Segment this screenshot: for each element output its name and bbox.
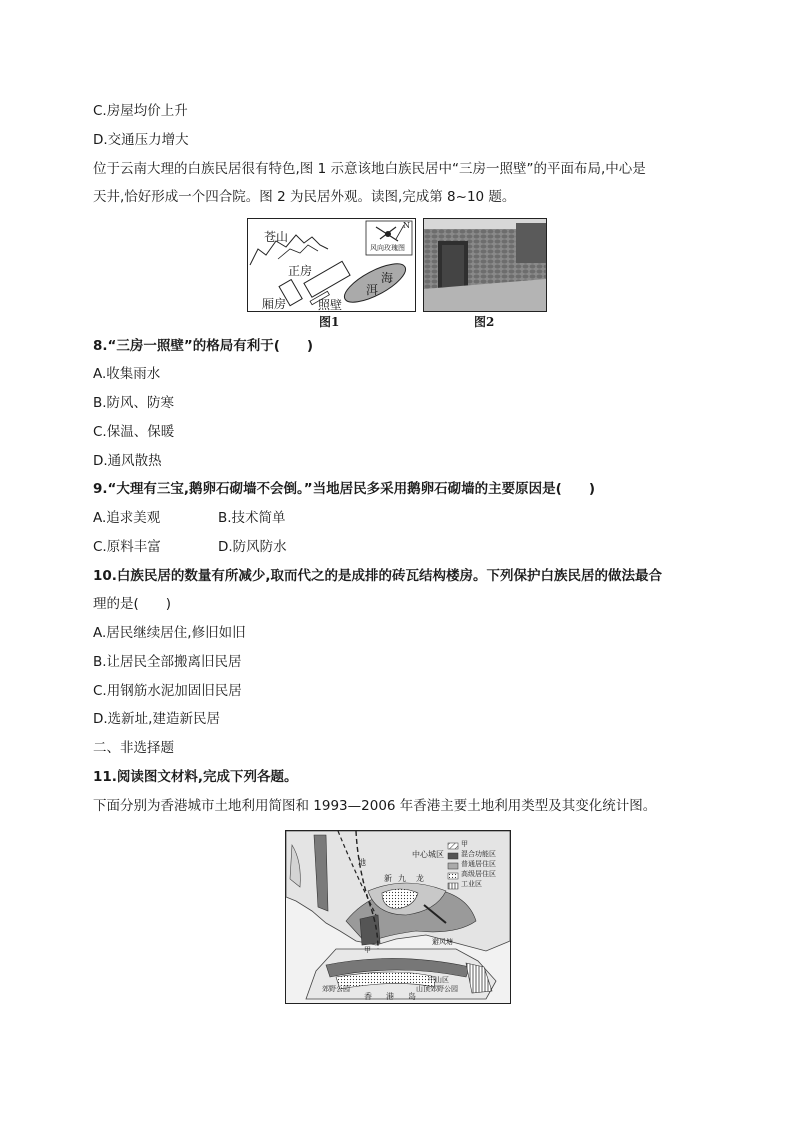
legend-mixed: 混合功能区 [461,850,496,858]
label-hk-island-3: 岛 [408,992,416,1001]
section-heading: 二、非选择题 [93,740,174,756]
figure-1-caption: 图1 [319,315,340,329]
label-er: 洱 [366,283,379,297]
label-typhoon-shelter: 避风塘 [432,938,453,946]
legend-upscale: 高级居住区 [461,870,496,878]
q10-option-d: D.选新址,建造新民居 [93,711,220,727]
label-hai: 海 [381,271,394,285]
q9-option-c: C.原料丰富 [93,539,161,555]
question-10-line-1: 10.白族民居的数量有所减少,取而代之的是成排的砖瓦结构楼房。下列保护白族民居的做法最合 [93,568,663,584]
q10-option-c: C.用钢筋水泥加固旧民居 [93,683,242,699]
q8-option-b: B.防风、防寒 [93,395,175,411]
q10-option-b: B.让居民全部搬离旧民居 [93,654,242,670]
question-10-line-2: 理的是( ) [93,596,172,612]
label-xiangfang: 厢房 [262,297,287,311]
label-hk-island-1: 香 [364,992,372,1001]
question-11: 11.阅读图文材料,完成下列各题。 [93,769,298,785]
question-9: 9.“大理有三宝,鹅卵石砌墙不会倒。”当地居民多采用鹅卵石砌墙的主要原因是( ) [93,481,595,497]
q8-option-d: D.通风散热 [93,453,162,469]
q9-option-d: D.防风防水 [218,539,287,555]
legend-residential: 普通居住区 [461,860,496,868]
q8-option-a: A.收集雨水 [93,366,161,382]
north-arrow-label: N [403,221,410,230]
label-kowloon-2: 九 [398,874,406,883]
label-zhengfang: 正房 [288,264,313,278]
option-d-prev: D.交通压力增大 [93,132,189,148]
intro-line-1: 位于云南大理的白族民居很有特色,图 1 示意该地白族民居中“三房一照壁”的平面布局,中心是 [93,161,646,177]
label-kowloon-1: 新 [384,874,392,883]
figure-2-caption: 图2 [474,315,495,329]
option-c-prev: C.房屋均价上升 [93,103,188,119]
legend-jia: 甲 [461,840,468,848]
label-windrose: 风向玫瑰图 [370,244,405,252]
hong-kong-land-use-map [285,830,511,1004]
figure-2-photo [423,218,547,312]
question-8: 8.“三房一照壁”的格局有利于( ) [93,338,314,354]
label-center-city: 中心城区 [412,850,444,859]
label-hk-island-2: 港 [386,992,394,1001]
legend-industrial: 工业区 [461,880,482,888]
label-zhaobi: 照壁 [318,298,343,312]
label-country-park: 郊野公园 [322,985,350,993]
intro-line-2: 天井,恰好形成一个四合院。图 2 为民居外观。读图,完成第 8~10 题。 [93,189,516,205]
label-cangshan: 苍山 [264,230,289,244]
q10-option-a: A.居民继续居住,修旧如旧 [93,625,246,641]
q8-option-c: C.保温、保暖 [93,424,175,440]
label-zhongshan: 中山区 [428,976,449,984]
q9-option-b: B.技术简单 [218,510,286,526]
label-di: 地 [358,858,366,867]
label-kowloon-3: 龙 [416,874,424,883]
photo-drawing [424,219,546,311]
label-peak-park: 山顶郊野公园 [416,985,458,993]
question-11-desc: 下面分别为香港城市土地利用简图和 1993—2006 年香港主要土地利用类型及其变化统计图。 [93,798,657,814]
label-jia-map: 甲 [364,946,371,954]
q9-option-a: A.追求美观 [93,510,161,526]
figure-1-layout [247,218,416,312]
